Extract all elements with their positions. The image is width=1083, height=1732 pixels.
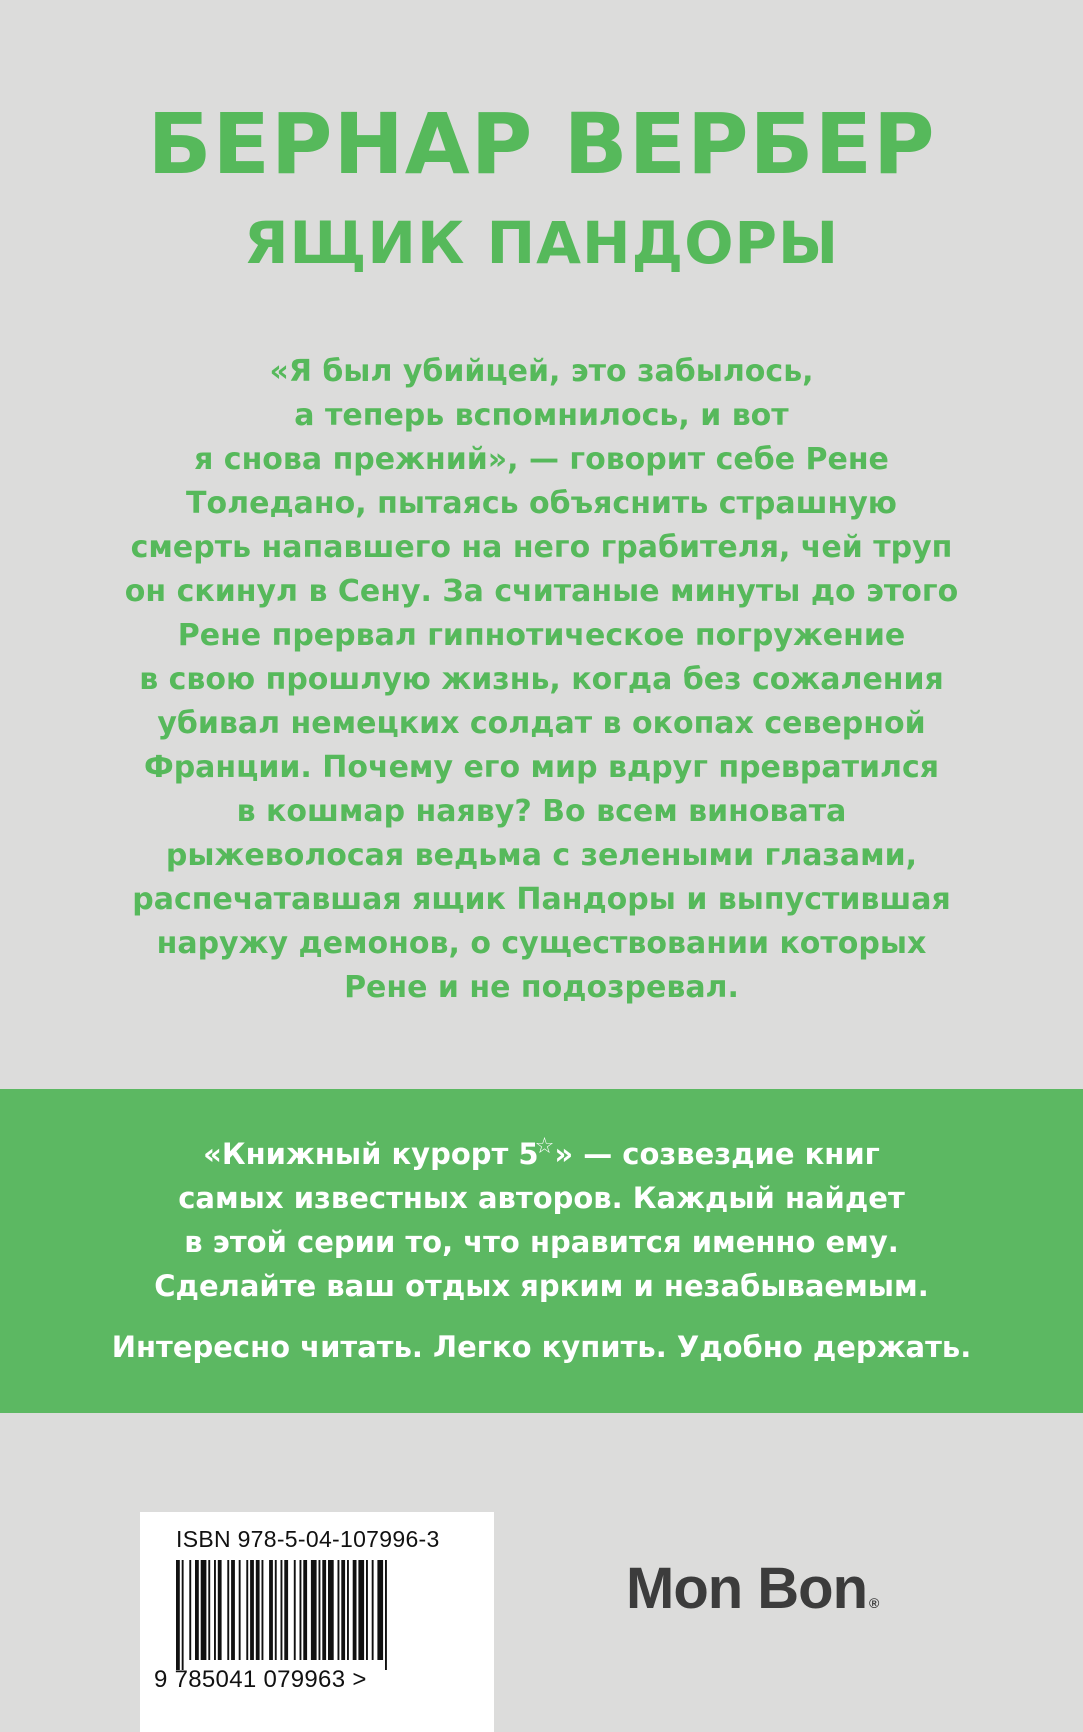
series-line: в этой серии то, что нравится именно ему. (184, 1225, 899, 1259)
barcode-bar (195, 1560, 199, 1660)
barcode-bar (256, 1560, 260, 1660)
barcode-bar (218, 1560, 222, 1660)
barcode-bar (281, 1560, 283, 1660)
barcode-bar (358, 1560, 364, 1660)
barcode-bar (182, 1560, 184, 1670)
series-line (40, 1132, 1043, 1176)
blurb-line: убивал немецких солдат в окопах северной (157, 706, 926, 741)
isbn-label: ISBN 978-5-04-107996-3 (176, 1526, 440, 1552)
series-line-part: «Книжный курорт 5 (203, 1137, 539, 1171)
barcode-bar (300, 1560, 302, 1660)
barcode-panel (140, 1512, 494, 1732)
barcode-bar (250, 1560, 254, 1660)
barcode-bar (319, 1560, 321, 1660)
blurb-line: я снова прежний», — говорит себе Рене (194, 442, 889, 477)
series-description (40, 1132, 1043, 1308)
blurb-line: распечатавшая ящик Пандоры и выпустившая (132, 882, 951, 917)
barcode-bar (303, 1560, 307, 1660)
barcode-bar (338, 1560, 340, 1660)
registered-mark: ® (869, 1595, 880, 1611)
barcode-digits: 9 785041 079963 > (154, 1666, 367, 1693)
barcode-bar (294, 1560, 296, 1660)
blurb-line: в кошмар наяву? Во всем виновата (236, 794, 847, 829)
barcode-bar (328, 1560, 334, 1660)
blurb-line: Рене и не подозревал. (344, 970, 739, 1005)
barcode-bar (284, 1560, 288, 1660)
blurb-line: Рене прервал гипнотическое погружение (177, 618, 906, 653)
publisher-name: Mon Bon (626, 1556, 868, 1621)
barcode-bar (366, 1560, 368, 1660)
star-icon: ☆ (534, 1134, 555, 1160)
blurb (70, 350, 1013, 1010)
barcode-bar (239, 1560, 241, 1660)
barcode-bar (227, 1560, 229, 1660)
blurb-line: он скинул в Сену. За считаные минуты до этого (124, 574, 959, 609)
barcode-bar (322, 1560, 326, 1660)
barcode-bar (231, 1560, 235, 1660)
series-line-part: » — созвездие книг (554, 1137, 880, 1171)
barcode-bar (246, 1560, 248, 1660)
barcode-bar (275, 1560, 277, 1660)
blurb-line: Толедано, пытаясь объяснить страшную (186, 486, 897, 521)
blurb-line: «Я был убийцей, это забылось, (269, 354, 814, 389)
blurb-line: рыжеволосая ведьма с зелеными глазами, (165, 838, 918, 873)
series-line: Сделайте ваш отдых ярким и незабываемым. (154, 1269, 929, 1303)
series-line: самых известных авторов. Каждый найдет (178, 1181, 905, 1215)
barcode-bar (341, 1560, 345, 1660)
barcode-bar (311, 1560, 317, 1660)
book-title: ЯЩИК ПАНДОРЫ (243, 209, 840, 277)
blurb-line: смерть напавшего на него грабителя, чей труп (130, 530, 953, 565)
barcode-bar (201, 1560, 207, 1660)
series-band (0, 1089, 1083, 1413)
barcode-bar (189, 1560, 191, 1660)
barcode-bar (385, 1560, 387, 1670)
barcode-bar (262, 1560, 264, 1660)
blurb-line: в свою прошлую жизнь, когда без сожаления (139, 662, 944, 697)
barcode-bar (208, 1560, 210, 1660)
barcode-bar (269, 1560, 273, 1660)
author-name: БЕРНАР ВЕРБЕР (147, 95, 936, 193)
barcode-bar (372, 1560, 374, 1660)
blurb-line: Франции. Почему его мир вдруг превратился (143, 750, 940, 785)
barcode-bar (176, 1560, 180, 1670)
blurb-line: наружу демонов, о существовании которых (156, 926, 927, 961)
barcode-bar (347, 1560, 349, 1660)
barcode-icon (176, 1560, 466, 1670)
barcode-bar (214, 1560, 216, 1660)
barcode-bar (353, 1560, 357, 1660)
series-tagline: Интересно читать. Легко купить. Удобно держать. (111, 1330, 972, 1364)
barcode-bar (377, 1560, 383, 1660)
blurb-line: а теперь вспомнилось, и вот (294, 398, 789, 433)
publisher-logo (626, 1555, 879, 1622)
